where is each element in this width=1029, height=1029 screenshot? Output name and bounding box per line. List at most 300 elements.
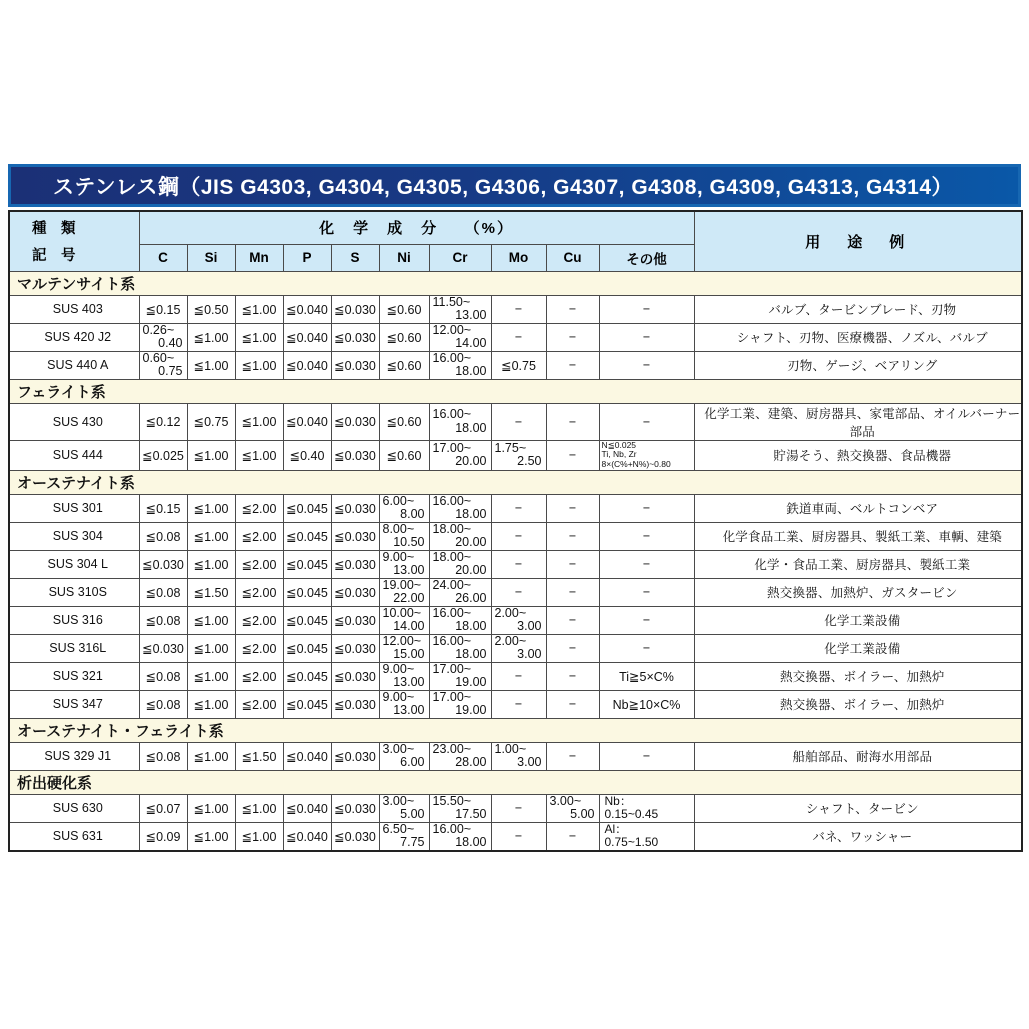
value-cell-mo: − [491, 662, 546, 690]
value-cell-cr [429, 662, 491, 690]
range-max: 14.00 [455, 336, 487, 350]
range-min: 1.00~ [494, 742, 527, 756]
value-cell-other: − [599, 606, 694, 634]
value-cell-cu: − [546, 578, 599, 606]
other-line: Al： [604, 822, 628, 836]
value-cell-s: ≦0.030 [331, 794, 379, 822]
column-header-mo: Mo [491, 244, 546, 271]
range-min: 0.26~ [142, 323, 175, 337]
value-cell-ni [379, 550, 429, 578]
range-min: 12.00~ [432, 323, 472, 337]
other-line: 0.15~0.45 [604, 807, 659, 822]
column-header-ni: Ni [379, 244, 429, 271]
value-cell-mo: − [491, 550, 546, 578]
grade-row [9, 295, 1022, 323]
value-cell-cu: − [546, 550, 599, 578]
column-header-si: Si [187, 244, 235, 271]
range-max: 13.00 [393, 703, 425, 718]
grade-cell: SUS 329 J1 [9, 742, 139, 770]
page-title: ステンレス鋼（JIS G4303, G4304, G4305, G4306, G4307, G4308, G4309, G4313, G4314） [53, 175, 954, 199]
range-min: 3.00~ [382, 742, 415, 756]
range-min: 19.00~ [382, 578, 422, 592]
usage-cell: シャフト、タービン [694, 794, 1022, 822]
value-cell-mn: ≦1.00 [235, 794, 283, 822]
range-min: 8.00~ [382, 522, 415, 536]
value-cell-s: ≦0.030 [331, 578, 379, 606]
grade-row [9, 634, 1022, 662]
range-max: 14.00 [393, 619, 425, 634]
value-cell-other: − [599, 634, 694, 662]
value-cell-ni [379, 634, 429, 662]
range-max: 0.75 [158, 364, 183, 378]
value-cell-cr [429, 578, 491, 606]
value-cell-mn: ≦1.00 [235, 351, 283, 379]
value-cell-cu: − [546, 742, 599, 770]
value-cell-ni [379, 822, 429, 851]
range-min: 0.60~ [142, 351, 175, 365]
value-cell-ni [379, 742, 429, 770]
grade-row [9, 351, 1022, 379]
value-cell-ni [379, 494, 429, 522]
value-cell-p: ≦0.40 [283, 440, 331, 470]
value-cell-mo: − [491, 690, 546, 718]
value-cell-mn: ≦1.50 [235, 742, 283, 770]
value-cell-cr [429, 794, 491, 822]
range-max: 13.00 [455, 308, 487, 322]
range-min: 16.00~ [432, 634, 472, 648]
value-cell-other: − [599, 742, 694, 770]
range-min: 2.00~ [494, 606, 527, 620]
range-min: 16.00~ [432, 494, 472, 508]
value-cell-si: ≦1.00 [187, 440, 235, 470]
range-min: 9.00~ [382, 550, 415, 564]
value-cell-cu: − [546, 323, 599, 351]
usage-cell: 化学食品工業、厨房器具、製紙工業、車輌、建築 [694, 522, 1022, 550]
range-min: 15.50~ [432, 794, 472, 808]
value-cell-other: − [599, 522, 694, 550]
range-max: 18.00 [455, 835, 487, 850]
range-min: 17.00~ [432, 440, 472, 455]
value-cell-mo [491, 606, 546, 634]
value-cell-c: ≦0.09 [139, 822, 187, 851]
value-cell-cu: − [546, 295, 599, 323]
value-cell-cu: − [546, 522, 599, 550]
value-cell-p: ≦0.045 [283, 662, 331, 690]
grade-cell: SUS 301 [9, 494, 139, 522]
value-cell-cr [429, 295, 491, 323]
range-min: 11.50~ [432, 295, 471, 309]
usage-cell: バルブ、タービンブレード、刃物 [694, 295, 1022, 323]
value-cell-other: − [599, 295, 694, 323]
grade-row [9, 403, 1022, 440]
grade-row [9, 440, 1022, 470]
range-min: 2.00~ [494, 634, 527, 648]
value-cell-mn: ≦1.00 [235, 440, 283, 470]
range-max: 18.00 [455, 364, 487, 378]
value-cell-ni: ≦0.60 [379, 295, 429, 323]
column-header-c: C [139, 244, 187, 271]
grade-cell: SUS 403 [9, 295, 139, 323]
range-min: 16.00~ [432, 351, 472, 365]
value-cell-other: − [599, 323, 694, 351]
range-max: 5.00 [570, 807, 595, 822]
value-cell-si: ≦1.00 [187, 794, 235, 822]
value-cell-p: ≦0.040 [283, 794, 331, 822]
value-cell-s: ≦0.030 [331, 634, 379, 662]
grade-row [9, 323, 1022, 351]
range-max: 2.50 [517, 454, 542, 469]
range-min: 23.00~ [432, 742, 472, 756]
range-min: 3.00~ [549, 794, 582, 808]
grade-row [9, 742, 1022, 770]
range-min: 12.00~ [382, 634, 422, 648]
grade-cell: SUS 310S [9, 578, 139, 606]
usage-cell: 化学工業設備 [694, 606, 1022, 634]
value-cell-ni [379, 606, 429, 634]
range-max: 28.00 [455, 755, 487, 770]
other-line: Nb： [604, 794, 632, 808]
value-cell-cr [429, 351, 491, 379]
grade-cell: SUS 430 [9, 403, 139, 440]
value-cell-cu [546, 794, 599, 822]
value-cell-mn: ≦2.00 [235, 578, 283, 606]
value-cell-p: ≦0.045 [283, 634, 331, 662]
section-title: フェライト系 [9, 379, 1022, 403]
section-row [9, 271, 1022, 295]
value-cell-cr [429, 550, 491, 578]
value-cell-si: ≦1.00 [187, 822, 235, 851]
range-min: 9.00~ [382, 662, 415, 676]
range-max: 10.50 [393, 535, 425, 550]
section-title: マルテンサイト系 [9, 271, 1022, 295]
value-cell-cr [429, 822, 491, 851]
value-cell-cu: − [546, 606, 599, 634]
grade-row [9, 522, 1022, 550]
value-cell-cr [429, 403, 491, 440]
value-cell-cu: − [546, 690, 599, 718]
value-cell-cr [429, 440, 491, 470]
value-cell-p: ≦0.045 [283, 606, 331, 634]
range-max: 20.00 [455, 563, 487, 578]
range-min: 16.00~ [432, 606, 472, 620]
other-line: Ti, Nb, Zr [601, 449, 637, 460]
grade-cell: SUS 444 [9, 440, 139, 470]
value-cell-p: ≦0.045 [283, 550, 331, 578]
section-title: オーステナイト・フェライト系 [9, 718, 1022, 742]
value-cell-p: ≦0.040 [283, 822, 331, 851]
section-row [9, 770, 1022, 794]
value-cell-other: − [599, 403, 694, 440]
value-cell-c: ≦0.08 [139, 690, 187, 718]
grade-cell: SUS 631 [9, 822, 139, 851]
column-header-p: P [283, 244, 331, 271]
value-cell-c: ≦0.07 [139, 794, 187, 822]
grade-cell: SUS 316 [9, 606, 139, 634]
usage-cell: 熱交換器、加熱炉、ガスタービン [694, 578, 1022, 606]
value-cell-p: ≦0.040 [283, 742, 331, 770]
value-cell-ni: ≦0.60 [379, 323, 429, 351]
range-min: 24.00~ [432, 578, 472, 592]
value-cell-c [139, 351, 187, 379]
usage-cell: シャフト、刃物、医療機器、ノズル、バルブ [694, 323, 1022, 351]
value-cell-s: ≦0.030 [331, 662, 379, 690]
value-cell-mn: ≦2.00 [235, 522, 283, 550]
table-header [9, 211, 1022, 271]
other-multiline [600, 441, 694, 470]
value-cell-si: ≦1.00 [187, 351, 235, 379]
value-cell-c: ≦0.08 [139, 522, 187, 550]
range-max: 0.40 [158, 336, 183, 350]
value-cell-c: ≦0.15 [139, 494, 187, 522]
usage-example-header: 用 途 例 [694, 211, 1022, 271]
value-cell-mn: ≦1.00 [235, 323, 283, 351]
grade-row [9, 494, 1022, 522]
value-cell-mo: − [491, 295, 546, 323]
value-cell-cr [429, 690, 491, 718]
value-cell-p: ≦0.040 [283, 295, 331, 323]
grade-cell: SUS 420 J2 [9, 323, 139, 351]
grade-cell: SUS 316L [9, 634, 139, 662]
table-body [9, 271, 1022, 851]
value-cell-p: ≦0.045 [283, 690, 331, 718]
range-max: 6.00 [400, 755, 425, 770]
grade-row [9, 550, 1022, 578]
value-cell-mo: − [491, 822, 546, 851]
value-cell-mn: ≦1.00 [235, 822, 283, 851]
value-cell-mn: ≦1.00 [235, 295, 283, 323]
range-max: 13.00 [393, 675, 425, 690]
value-cell-s: ≦0.030 [331, 295, 379, 323]
value-cell-mn: ≦2.00 [235, 690, 283, 718]
value-cell-cu: − [546, 634, 599, 662]
stainless-steel-spec-table [8, 210, 1023, 852]
other-line: 8×(C%+N%)~0.80 [601, 459, 671, 470]
value-cell-ni [379, 794, 429, 822]
range-min: 3.00~ [382, 794, 415, 808]
value-cell-s: ≦0.030 [331, 494, 379, 522]
grade-cell: SUS 321 [9, 662, 139, 690]
value-cell-s: ≦0.030 [331, 403, 379, 440]
range-max: 8.00 [400, 507, 425, 522]
value-cell-si: ≦1.50 [187, 578, 235, 606]
title-bar [8, 164, 1021, 207]
value-cell-cr [429, 494, 491, 522]
value-cell-ni [379, 522, 429, 550]
value-cell-ni: ≦0.60 [379, 440, 429, 470]
value-cell-p: ≦0.040 [283, 351, 331, 379]
value-cell-c: ≦0.08 [139, 578, 187, 606]
value-cell-mn: ≦2.00 [235, 494, 283, 522]
grade-cell: SUS 304 [9, 522, 139, 550]
value-cell-other: − [599, 494, 694, 522]
kind-symbol-header [9, 211, 139, 271]
usage-cell: 化学工業、建築、厨房器具、家電部品、オイルバーナー部品 [694, 403, 1022, 440]
value-cell-mo [491, 440, 546, 470]
value-cell-cr [429, 323, 491, 351]
grade-row [9, 794, 1022, 822]
usage-cell: 貯湯そう、熱交換器、食品機器 [694, 440, 1022, 470]
grade-cell: SUS 304 L [9, 550, 139, 578]
column-header-other: その他 [599, 244, 694, 271]
range-max: 3.00 [517, 647, 542, 662]
kind-line1-text: 種 類 [32, 221, 76, 238]
value-cell-si: ≦1.00 [187, 494, 235, 522]
value-cell-other [599, 440, 694, 470]
stainless-steel-table-wrap [8, 210, 1023, 852]
value-cell-other: Nb≧10×C% [599, 690, 694, 718]
value-cell-cr [429, 606, 491, 634]
value-cell-s: ≦0.030 [331, 606, 379, 634]
value-cell-other: − [599, 351, 694, 379]
value-cell-mo: − [491, 494, 546, 522]
grade-cell: SUS 347 [9, 690, 139, 718]
range-max: 3.00 [517, 755, 542, 770]
range-max: 20.00 [455, 535, 487, 550]
kind-label-line1 [10, 214, 139, 241]
value-cell-other: − [599, 578, 694, 606]
value-cell-cu: − [546, 822, 599, 851]
range-max: 15.00 [393, 647, 425, 662]
value-cell-mo: ≦0.75 [491, 351, 546, 379]
value-cell-cr [429, 634, 491, 662]
value-cell-mo [491, 742, 546, 770]
value-cell-other [599, 794, 694, 822]
range-max: 7.75 [400, 835, 425, 850]
value-cell-mo: − [491, 522, 546, 550]
value-cell-s: ≦0.030 [331, 742, 379, 770]
value-cell-c: ≦0.030 [139, 550, 187, 578]
value-cell-mo: − [491, 578, 546, 606]
other-line: N≦0.025 [601, 440, 637, 450]
value-cell-other [599, 822, 694, 851]
usage-cell: バネ、ワッシャー [694, 822, 1022, 851]
grade-cell: SUS 440 A [9, 351, 139, 379]
other-line: 0.75~1.50 [604, 835, 659, 850]
value-cell-cr [429, 522, 491, 550]
value-cell-si: ≦1.00 [187, 606, 235, 634]
value-cell-si: ≦0.50 [187, 295, 235, 323]
grade-row [9, 690, 1022, 718]
grade-cell: SUS 630 [9, 794, 139, 822]
value-cell-cu: − [546, 494, 599, 522]
value-cell-si: ≦1.00 [187, 522, 235, 550]
section-row [9, 718, 1022, 742]
value-cell-ni [379, 662, 429, 690]
range-max: 3.00 [517, 619, 542, 634]
value-cell-s: ≦0.030 [331, 550, 379, 578]
usage-cell: 熱交換器、ボイラー、加熱炉 [694, 690, 1022, 718]
value-cell-c: ≦0.08 [139, 606, 187, 634]
usage-cell: 刃物、ゲージ、ベアリング [694, 351, 1022, 379]
value-cell-c: ≦0.030 [139, 634, 187, 662]
value-cell-c: ≦0.12 [139, 403, 187, 440]
usage-cell: 化学・食品工業、厨房器具、製紙工業 [694, 550, 1022, 578]
range-min: 1.75~ [494, 440, 527, 455]
range-max: 17.50 [455, 807, 487, 822]
usage-cell: 鉄道車両、ベルトコンベア [694, 494, 1022, 522]
range-max: 26.00 [455, 591, 487, 606]
section-title: 析出硬化系 [9, 770, 1022, 794]
range-max: 18.00 [455, 647, 487, 662]
value-cell-c: ≦0.15 [139, 295, 187, 323]
range-min: 6.50~ [382, 822, 415, 836]
range-min: 18.00~ [432, 550, 472, 564]
grade-row [9, 822, 1022, 851]
range-min: 16.00~ [432, 407, 472, 421]
range-max: 22.00 [393, 591, 425, 606]
range-min: 17.00~ [432, 690, 472, 704]
value-cell-c [139, 323, 187, 351]
range-max: 18.00 [455, 507, 487, 522]
value-cell-mn: ≦1.00 [235, 403, 283, 440]
value-cell-mn: ≦2.00 [235, 606, 283, 634]
value-cell-mn: ≦2.00 [235, 634, 283, 662]
kind-label-line2 [10, 241, 139, 268]
column-header-cr: Cr [429, 244, 491, 271]
grade-row [9, 662, 1022, 690]
value-cell-p: ≦0.040 [283, 403, 331, 440]
value-cell-mo: − [491, 403, 546, 440]
section-row [9, 379, 1022, 403]
range-max: 20.00 [455, 454, 487, 469]
range-max: 13.00 [393, 563, 425, 578]
other-multiline [600, 823, 694, 850]
value-cell-s: ≦0.030 [331, 440, 379, 470]
value-cell-cu: − [546, 403, 599, 440]
value-cell-p: ≦0.045 [283, 522, 331, 550]
range-min: 17.00~ [432, 662, 472, 676]
kind-line2-text: 記 号 [32, 248, 76, 265]
value-cell-s: ≦0.030 [331, 690, 379, 718]
chemical-composition-header: 化 学 成 分 （%） [139, 211, 694, 244]
section-row [9, 470, 1022, 494]
value-cell-other: Ti≧5×C% [599, 662, 694, 690]
other-multiline [600, 795, 694, 822]
column-header-mn: Mn [235, 244, 283, 271]
range-max: 18.00 [455, 619, 487, 634]
value-cell-s: ≦0.030 [331, 323, 379, 351]
value-cell-si: ≦0.75 [187, 403, 235, 440]
range-max: 19.00 [455, 675, 487, 690]
value-cell-mn: ≦2.00 [235, 550, 283, 578]
value-cell-cu: − [546, 662, 599, 690]
value-cell-mo: − [491, 794, 546, 822]
value-cell-cu: − [546, 351, 599, 379]
usage-cell: 船舶部品、耐海水用部品 [694, 742, 1022, 770]
value-cell-c: ≦0.08 [139, 742, 187, 770]
value-cell-si: ≦1.00 [187, 742, 235, 770]
value-cell-mo [491, 634, 546, 662]
value-cell-s: ≦0.030 [331, 822, 379, 851]
value-cell-mn: ≦2.00 [235, 662, 283, 690]
grade-row [9, 606, 1022, 634]
column-header-cu: Cu [546, 244, 599, 271]
value-cell-cu: − [546, 440, 599, 470]
value-cell-p: ≦0.045 [283, 494, 331, 522]
range-min: 16.00~ [432, 822, 472, 836]
value-cell-c: ≦0.025 [139, 440, 187, 470]
value-cell-si: ≦1.00 [187, 550, 235, 578]
value-cell-si: ≦1.00 [187, 662, 235, 690]
value-cell-s: ≦0.030 [331, 522, 379, 550]
range-min: 6.00~ [382, 494, 415, 508]
range-min: 9.00~ [382, 690, 415, 704]
usage-cell: 熱交換器、ボイラー、加熱炉 [694, 662, 1022, 690]
range-min: 18.00~ [432, 522, 472, 536]
value-cell-mo: − [491, 323, 546, 351]
value-cell-si: ≦1.00 [187, 323, 235, 351]
value-cell-ni: ≦0.60 [379, 403, 429, 440]
